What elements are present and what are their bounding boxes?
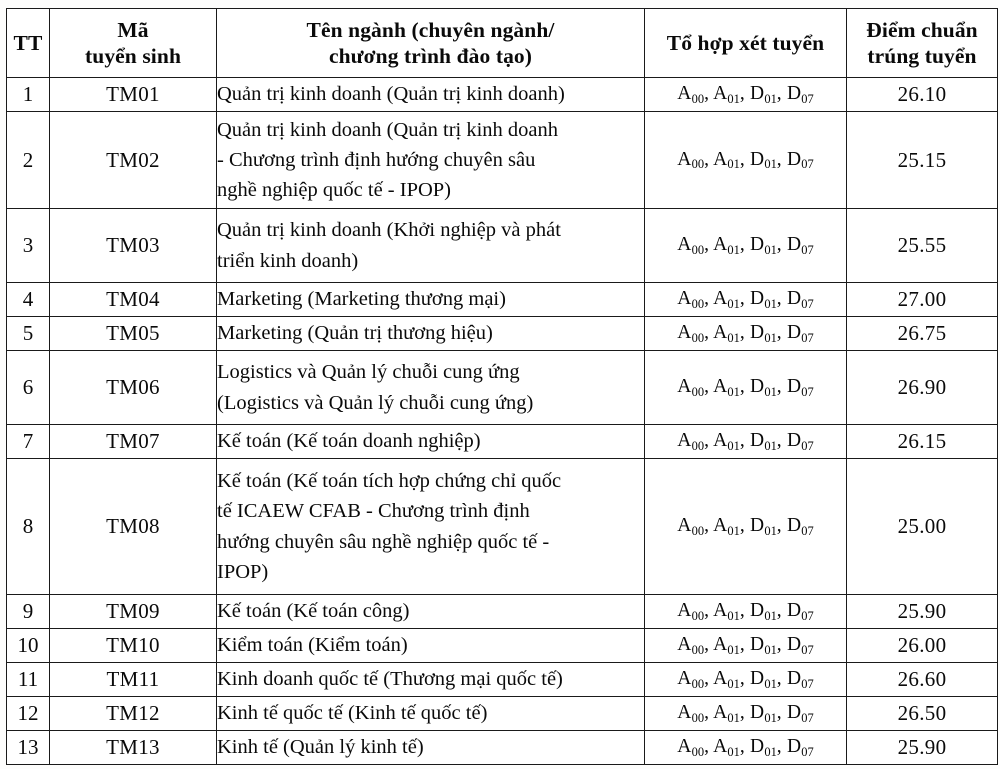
combination-subscript: 00 <box>691 438 705 453</box>
combination-subscript: 00 <box>691 744 705 759</box>
combination-subscript: 01 <box>727 384 740 399</box>
column-header-score <box>847 9 998 78</box>
header-row <box>7 9 998 78</box>
combination-subscript: 00 <box>691 91 705 106</box>
combination-subscript: 01 <box>764 676 777 691</box>
combination-subscript: 01 <box>727 642 740 657</box>
major-name-line: Logistics và Quản lý chuỗi cung ứng <box>217 361 520 384</box>
table-row[interactable] <box>7 425 998 459</box>
combination-subscript: 01 <box>764 384 777 399</box>
combination-subscript: 00 <box>691 608 705 623</box>
major-name-line: Quản trị kinh doanh (Khởi nghiệp và phát <box>217 219 561 242</box>
combination-subscript: 01 <box>764 242 777 257</box>
cell-benchmark-score: 26.10 <box>847 78 998 112</box>
cell-benchmark-score: 26.75 <box>847 317 998 351</box>
cell-admission-code: TM09 <box>50 595 217 629</box>
major-name-line: Kế toán (Kế toán công) <box>217 600 410 623</box>
cell-admission-code: TM06 <box>50 351 217 425</box>
table-row[interactable] <box>7 459 998 595</box>
combination-subscript: 01 <box>727 296 740 311</box>
cell-major-name <box>217 731 645 765</box>
table-row[interactable] <box>7 629 998 663</box>
cell-major-name <box>217 209 645 283</box>
cell-order-number: 8 <box>7 459 50 595</box>
combination-subscript: 00 <box>691 710 705 725</box>
combination-subscript: 07 <box>801 523 814 538</box>
cell-subject-combination: $A_{00}$, $A_{01}$, $D_{01}$, $D_{07}$ <box>645 209 847 283</box>
combination-subscript: 01 <box>727 157 740 172</box>
cell-admission-code: TM08 <box>50 459 217 595</box>
cell-benchmark-score: 26.90 <box>847 351 998 425</box>
combination-subscript: 01 <box>764 296 777 311</box>
table-row[interactable] <box>7 209 998 283</box>
major-name-line: Kiểm toán (Kiểm toán) <box>217 634 408 657</box>
major-name-line: tế ICAEW CFAB - Chương trình định <box>217 500 530 523</box>
cell-order-number: 4 <box>7 283 50 317</box>
cell-major-name <box>217 317 645 351</box>
column-header-combination <box>645 9 847 78</box>
major-name-line: Kế toán (Kế toán doanh nghiệp) <box>217 430 481 453</box>
combination-subscript: 01 <box>764 642 777 657</box>
combination-subscript: 00 <box>691 642 705 657</box>
cell-benchmark-score: 27.00 <box>847 283 998 317</box>
combination-subscript: 01 <box>764 91 777 106</box>
combination-subscript: 01 <box>727 710 740 725</box>
table-row[interactable] <box>7 283 998 317</box>
column-header-tt-label: TT <box>13 30 43 55</box>
major-name-line: Kế toán (Kế toán tích hợp chứng chỉ quốc <box>217 470 562 493</box>
cell-subject-combination: $A_{00}$, $A_{01}$, $D_{01}$, $D_{07}$ <box>645 351 847 425</box>
combination-subscript: 01 <box>727 744 740 759</box>
cell-major-name <box>217 425 645 459</box>
column-header-code-line1: Mã <box>117 17 149 42</box>
cell-benchmark-score: 26.15 <box>847 425 998 459</box>
cell-subject-combination: $A_{00}$, $A_{01}$, $D_{01}$, $D_{07}$ <box>645 663 847 697</box>
table-row[interactable] <box>7 697 998 731</box>
table-row[interactable] <box>7 663 998 697</box>
combination-subscript: 00 <box>691 384 705 399</box>
cell-benchmark-score: 25.55 <box>847 209 998 283</box>
combination-subscript: 01 <box>727 608 740 623</box>
cell-subject-combination: $A_{00}$, $A_{01}$, $D_{01}$, $D_{07}$ <box>645 283 847 317</box>
cell-admission-code: TM04 <box>50 283 217 317</box>
cell-order-number: 1 <box>7 78 50 112</box>
combination-subscript: 00 <box>691 157 705 172</box>
cell-benchmark-score: 25.90 <box>847 595 998 629</box>
combination-subscript: 01 <box>727 523 740 538</box>
cell-subject-combination: $A_{00}$, $A_{01}$, $D_{01}$, $D_{07}$ <box>645 78 847 112</box>
combination-subscript: 00 <box>691 676 705 691</box>
combination-subscript: 01 <box>764 608 777 623</box>
combination-subscript: 00 <box>691 523 705 538</box>
cell-benchmark-score: 26.60 <box>847 663 998 697</box>
cell-admission-code: TM13 <box>50 731 217 765</box>
major-name-line: Kinh tế quốc tế (Kinh tế quốc tế) <box>217 702 488 725</box>
cell-major-name <box>217 112 645 209</box>
column-header-code <box>50 9 217 78</box>
cell-subject-combination: $A_{00}$, $A_{01}$, $D_{01}$, $D_{07}$ <box>645 112 847 209</box>
cell-benchmark-score: 25.00 <box>847 459 998 595</box>
column-header-code-line2: tuyển sinh <box>85 44 181 68</box>
cell-order-number: 13 <box>7 731 50 765</box>
combination-subscript: 01 <box>727 676 740 691</box>
cell-subject-combination: $A_{00}$, $A_{01}$, $D_{01}$, $D_{07}$ <box>645 425 847 459</box>
combination-subscript: 00 <box>691 242 705 257</box>
combination-subscript: 07 <box>801 384 814 399</box>
combination-subscript: 01 <box>727 91 740 106</box>
cell-major-name <box>217 629 645 663</box>
cell-benchmark-score: 26.00 <box>847 629 998 663</box>
column-header-name-line2: chương trình đào tạo) <box>328 44 533 68</box>
column-header-combination-label: Tổ hợp xét tuyển <box>666 30 825 55</box>
column-header-name-line1: Tên ngành (chuyên ngành/ <box>306 17 555 42</box>
cell-subject-combination: $A_{00}$, $A_{01}$, $D_{01}$, $D_{07}$ <box>645 459 847 595</box>
combination-subscript: 01 <box>764 157 777 172</box>
cell-order-number: 11 <box>7 663 50 697</box>
cell-subject-combination: $A_{00}$, $A_{01}$, $D_{01}$, $D_{07}$ <box>645 595 847 629</box>
cell-order-number: 10 <box>7 629 50 663</box>
combination-subscript: 07 <box>801 642 814 657</box>
major-name-line: Kinh doanh quốc tế (Thương mại quốc tế) <box>217 668 563 691</box>
cell-admission-code: TM12 <box>50 697 217 731</box>
column-header-score-line1: Điểm chuẩn <box>866 17 978 42</box>
table-row[interactable] <box>7 351 998 425</box>
cell-admission-code: TM07 <box>50 425 217 459</box>
combination-subscript: 07 <box>801 296 814 311</box>
column-header-score-line2: trúng tuyển <box>867 44 977 68</box>
column-header-name <box>217 9 645 78</box>
major-name-line: Quản trị kinh doanh (Quản trị kinh doanh <box>217 118 559 141</box>
combination-subscript: 01 <box>727 242 740 257</box>
table-row[interactable] <box>7 317 998 351</box>
cell-benchmark-score: 25.90 <box>847 731 998 765</box>
combination-subscript: 07 <box>801 157 814 172</box>
major-name-line: IPOP) <box>217 560 269 583</box>
cell-admission-code: TM05 <box>50 317 217 351</box>
combination-subscript: 00 <box>691 296 705 311</box>
cell-order-number: 5 <box>7 317 50 351</box>
cell-benchmark-score: 25.15 <box>847 112 998 209</box>
combination-subscript: 01 <box>764 523 777 538</box>
combination-subscript: 07 <box>801 438 814 453</box>
combination-subscript: 07 <box>801 676 814 691</box>
cell-major-name <box>217 283 645 317</box>
cell-admission-code: TM10 <box>50 629 217 663</box>
cell-major-name <box>217 663 645 697</box>
combination-subscript: 01 <box>727 330 740 345</box>
combination-subscript: 01 <box>764 744 777 759</box>
combination-subscript: 07 <box>801 710 814 725</box>
cell-admission-code: TM03 <box>50 209 217 283</box>
cell-subject-combination: $A_{00}$, $A_{01}$, $D_{01}$, $D_{07}$ <box>645 317 847 351</box>
table-body <box>7 78 998 765</box>
cell-major-name <box>217 459 645 595</box>
combination-subscript: 01 <box>727 438 740 453</box>
combination-subscript: 07 <box>801 608 814 623</box>
major-name-line: triển kinh doanh) <box>217 249 359 272</box>
cell-subject-combination: $A_{00}$, $A_{01}$, $D_{01}$, $D_{07}$ <box>645 697 847 731</box>
combination-subscript: 07 <box>801 330 814 345</box>
cell-admission-code: TM01 <box>50 78 217 112</box>
table-header <box>7 9 998 78</box>
cell-major-name <box>217 351 645 425</box>
major-name-line: Quản trị kinh doanh (Quản trị kinh doanh) <box>217 83 565 106</box>
cell-order-number: 6 <box>7 351 50 425</box>
combination-subscript: 01 <box>764 330 777 345</box>
cell-benchmark-score: 26.50 <box>847 697 998 731</box>
combination-subscript: 07 <box>801 242 814 257</box>
major-name-line: nghề nghiệp quốc tế - IPOP) <box>217 179 451 202</box>
table-row[interactable] <box>7 78 998 112</box>
major-name-line: hướng chuyên sâu nghề nghiệp quốc tế - <box>217 530 550 553</box>
table-row[interactable] <box>7 595 998 629</box>
cell-subject-combination: $A_{00}$, $A_{01}$, $D_{01}$, $D_{07}$ <box>645 731 847 765</box>
major-name-line: (Logistics và Quản lý chuỗi cung ứng) <box>217 391 534 414</box>
cell-order-number: 12 <box>7 697 50 731</box>
combination-subscript: 01 <box>764 710 777 725</box>
cell-order-number: 7 <box>7 425 50 459</box>
combination-subscript: 00 <box>691 330 705 345</box>
admissions-score-table <box>6 8 998 765</box>
cell-order-number: 2 <box>7 112 50 209</box>
major-name-line: Marketing (Quản trị thương hiệu) <box>217 322 493 345</box>
cell-admission-code: TM02 <box>50 112 217 209</box>
combination-subscript: 07 <box>801 91 814 106</box>
major-name-line: Kinh tế (Quản lý kinh tế) <box>217 736 424 759</box>
cell-order-number: 9 <box>7 595 50 629</box>
major-name-line: Marketing (Marketing thương mại) <box>217 288 506 311</box>
table-row[interactable] <box>7 731 998 765</box>
cell-order-number: 3 <box>7 209 50 283</box>
column-header-tt <box>7 9 50 78</box>
major-name-line: - Chương trình định hướng chuyên sâu <box>217 148 536 171</box>
combination-subscript: 01 <box>764 438 777 453</box>
combination-subscript: 07 <box>801 744 814 759</box>
table-row[interactable] <box>7 112 998 209</box>
cell-major-name <box>217 78 645 112</box>
cell-major-name <box>217 595 645 629</box>
cell-major-name <box>217 697 645 731</box>
cell-subject-combination: $A_{00}$, $A_{01}$, $D_{01}$, $D_{07}$ <box>645 629 847 663</box>
cell-admission-code: TM11 <box>50 663 217 697</box>
